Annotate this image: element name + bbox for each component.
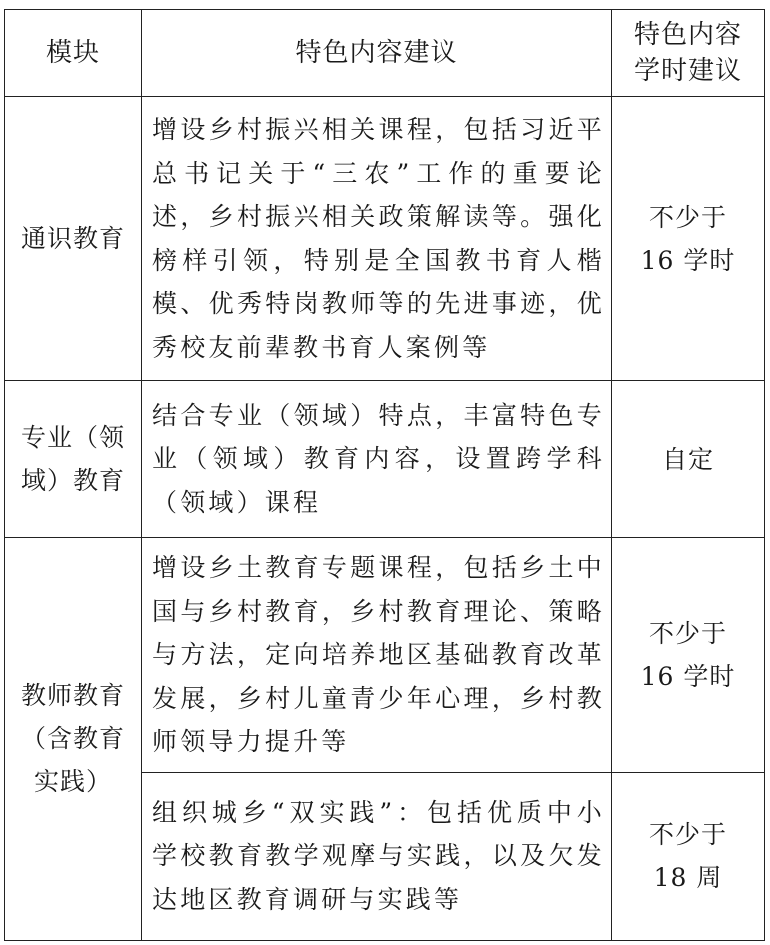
module-teacher-line3: 实践）	[33, 767, 112, 797]
table-row-teacher-education-courses	[5, 538, 765, 773]
header-module	[5, 10, 142, 97]
header-hours-line2: 学时建议	[633, 56, 742, 86]
module-teacher-line2: （含教育	[20, 724, 125, 754]
module-cell	[5, 97, 142, 381]
header-row	[5, 10, 765, 97]
table-row-general-education	[5, 97, 765, 381]
hours-major: 自定	[661, 444, 714, 474]
hours-teacher-courses-line1: 不少于	[648, 618, 727, 648]
content-cell	[142, 97, 612, 381]
content-teacher-courses: 增设乡土教育专题课程，包括乡土中国与乡村教育，乡村教育理论、策略与方法，定向培养地区基础教育改革发展，乡村儿童青少年心理，乡村教师领导力提升等	[152, 553, 605, 756]
header-content-label: 特色内容建议	[295, 38, 458, 68]
hours-teacher-courses-line2: 16 学时	[640, 661, 736, 691]
hours-cell	[612, 97, 765, 381]
hours-cell	[612, 772, 765, 940]
content-cell	[142, 538, 612, 773]
hours-teacher-practice-line2: 18 周	[653, 863, 723, 892]
table-row-major-education	[5, 381, 765, 538]
hours-cell	[612, 538, 765, 773]
content-general-education: 增设乡村振兴相关课程，包括习近平总书记关于“三农”工作的重要论述，乡村振兴相关政策解读等。强化榜样引领，特别是全国教书育人楷模、优秀特岗教师等的先进事迹，优秀校友前辈教书育人案例等	[152, 115, 605, 362]
curriculum-table	[4, 9, 765, 941]
content-teacher-practice: 组织城乡“双实践”：包括优质中小学校教育教学观摩与实践，以及欠发达地区教育调研与实践等	[152, 797, 605, 914]
hours-cell	[612, 381, 765, 538]
module-cell	[5, 381, 142, 538]
header-content	[142, 10, 612, 97]
header-hours	[612, 10, 765, 97]
module-general-education: 通识教育	[20, 224, 125, 253]
content-cell	[142, 381, 612, 538]
header-module-label: 模块	[45, 38, 100, 68]
content-major-education: 结合专业（领域）特点，丰富特色专业（领域）教育内容，设置跨学科（领域）课程	[152, 400, 605, 517]
content-cell	[142, 772, 612, 940]
module-teacher-line1: 教师教育	[20, 681, 125, 711]
hours-general-line2: 16 学时	[640, 245, 736, 275]
module-major-line1: 专业（领	[20, 423, 125, 452]
header-hours-line1: 特色内容	[633, 20, 742, 50]
module-major-line2: 域）教育	[20, 466, 125, 495]
hours-general-line1: 不少于	[648, 202, 727, 232]
module-cell	[5, 538, 142, 941]
hours-teacher-practice-line1: 不少于	[648, 820, 727, 849]
